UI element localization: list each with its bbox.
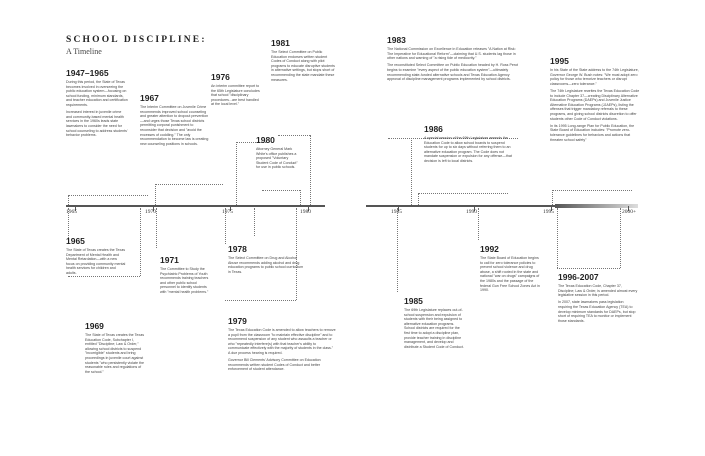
event-1965: [66, 236, 126, 278]
event-text: During this period, the State of Texas becomes involved in overseeing the public education system—focusing on school funding, minimum standards, and teacher education and certification requirements. Increased interest in juvenile crime and community-based mental health services in the 1960s leads state lawmakers to consider the need for school counseling to address students' behavior problems.: [66, 80, 128, 138]
event-text: The State of Texas creates the Texas Department of Mental Health and Mental Retardation—with a new focus on providing community mental health services for children and adults.: [66, 248, 126, 275]
event-text: Attorney General Mark White's office publishes a proposed "Voluntary Student Code of Conduct" for use in public schools.: [256, 147, 298, 170]
event-text: The Select Committee on Public Education endorses written student Codes of Conduct along with pilot programs to educate disruptive students in alternative settings, but stops short of recommending the state mandate these measures.: [271, 50, 335, 82]
connector: [557, 208, 558, 268]
connector: [552, 190, 553, 205]
event-text: An interim committee report to the 65th Legislature concludes that school "disciplinary procedures...are best handled at the local level.": [211, 84, 260, 107]
event-1976: [211, 72, 261, 110]
event-year: 1986: [424, 124, 443, 134]
connector: [68, 195, 69, 205]
event-text: The 69th Legislature replaces out-of-school suspension and expulsion of students with their being assigned to alternative education programs. School districts are required for the first time to adopt a discipline plan, provide teacher training in discipline management, and develop and distribute a Student Code of Conduct.: [404, 308, 464, 349]
connector: [254, 208, 255, 236]
event-year: 1965: [66, 236, 85, 246]
connector: [155, 184, 156, 205]
connector: [418, 193, 419, 205]
connector: [225, 300, 296, 301]
event-text: The National Commission on Excellence in Education releases "A Nation at Risk: The Imperative for Educational Reform"—claiming that U.S. students lag those in other nations and warning of "a rising tide of mediocrity." The reconstituted Select Committee on Public Education headed by H. Ross Perot begins to examine "every aspect of the public education system"—ultimately recommending state-funded alternative schools and Texas Education Agency approval of discipline management programs implemented by school districts.: [387, 47, 519, 82]
connector: [620, 208, 621, 268]
event-1985: [404, 296, 466, 352]
event-year: 1985: [404, 296, 423, 306]
event-text: The Interim Committee on Juvenile Crime recommends improved school counseling and greater attention to dropout prevention—and urges those Texas school districts permitting corporal punishment to reconsider that decision and "avoid the excesses of coddling." The only recommendation to become law is creating new counseling positions in schools.: [140, 105, 209, 146]
event-text: A special session of the 69th Legislature amends the Education Code to allow school boards to suspend students for up to six days without referring them to an alternative education program. The Code does not mandate suspension or expulsion for any offense—that decision is left to local districts.: [424, 136, 512, 163]
timeline-axis-left: [66, 205, 325, 207]
timeline-axis-fade: [555, 204, 638, 208]
event-year: 1971: [160, 255, 179, 265]
connector: [236, 142, 237, 205]
event-1981: [271, 38, 335, 85]
event-year: 1967: [140, 93, 159, 103]
connector: [397, 208, 398, 292]
event-1996: [558, 272, 638, 326]
event-text: The State Board of Education begins to call for zero tolerance policies to prevent school violence and drug abuse, a shift rooted in the state and national "war on drugs" campaigns of the 1980s and the passage of the federal Gun Free School Zones Act in 1990.: [480, 256, 540, 293]
axis-label-1970: 1970: [145, 209, 156, 215]
event-1995: [550, 56, 642, 145]
event-1980: [256, 135, 300, 173]
event-text: The Committee to Study the Psychiatric Problems of Youth recommends training teachers and other public school personnel to identify students with "mental health problems.": [160, 267, 209, 294]
connector: [418, 193, 508, 194]
connector: [140, 208, 141, 276]
event-year: 1979: [228, 316, 247, 326]
event-year: 1995: [550, 56, 569, 66]
event-year: 1992: [480, 244, 499, 254]
event-text: The Select Committee on Drug and Alcohol Abuse recommends adding alcohol and drug education programs to public school curriculum in Texas.: [228, 256, 304, 274]
event-year: 1947–1965: [66, 68, 109, 78]
event-1983: [387, 35, 519, 84]
timeline-title: SCHOOL DISCIPLINE:: [66, 35, 207, 45]
connector: [68, 195, 148, 196]
event-year: 1996-2007: [558, 272, 599, 282]
axis-label-1975: 1975: [222, 209, 233, 215]
connector: [68, 208, 69, 238]
event-text: The Texas Education Code is amended to allow teachers to remove a pupil from the classroom "to maintain effective discipline" and to recommend suspension of any student who assaults a teacher or who "repeatedly interfere(s) with that teacher's ability to communicate effectively with the majority of students in the class." A due process hearing is required. Governor Bill Clements' Advisory Committee on Education recommends written student Codes of Conduct and better enforcement of student attendance.: [228, 328, 336, 372]
axis-label-1980: 1980: [300, 209, 311, 215]
connector: [557, 268, 620, 269]
axis-label-1965: 1965: [66, 209, 77, 215]
event-1978: [228, 244, 306, 277]
event-year: 1983: [387, 35, 406, 45]
axis-label-1985: 1985: [391, 209, 402, 215]
event-1986: [424, 124, 516, 166]
event-year: 1978: [228, 244, 247, 254]
event-year: 1976: [211, 72, 230, 82]
event-year: 1969: [85, 321, 104, 331]
event-1969: [85, 321, 145, 377]
event-1971: [160, 255, 212, 297]
connector: [262, 190, 300, 191]
connector: [478, 208, 479, 240]
connector: [300, 190, 301, 205]
axis-label-1995: 1995: [543, 209, 554, 215]
event-1967: [140, 93, 210, 149]
event-year: 1980: [256, 135, 275, 145]
connector: [155, 184, 223, 185]
timeline-subtitle: A Timeline: [66, 47, 102, 56]
event-1992: [480, 244, 542, 295]
event-year: 1981: [271, 38, 290, 48]
connector: [411, 138, 412, 205]
event-text: In his State of the State address to the 74th Legislature, Governor George W. Bush notes: "We must adopt zero policy for those who terrorize teachers or disrupt classrooms—zero tolerance." The 74th Legislature rewrites the Texas Education Code to include Chapter 37—creating Disciplinary Alternative Education Programs (DAEPs) and Juvenile Justice Alternative Education Programs (JJAEPs), listing the offenses that trigger mandatory referrals to these programs, and giving school districts discretion to offer students other Code of Conduct violations. In its 1995 Long-range Plan for Public Education, the State Board of Education includes: "Promote zero-tolerance guidelines for behaviors and actions that threaten school safety": [550, 68, 640, 142]
connector: [225, 208, 226, 244]
connector: [156, 208, 157, 248]
event-1979: [228, 316, 336, 375]
event-text: The State of Texas creates the Texas Education Code, Subchapter I, entitled "Discipline; Law & Order," allowing school districts to suspend "incorrigible" students and bring proceedings in juvenile court against students "who persistently violate the reasonable rules and regulations of the school.": [85, 333, 145, 374]
axis-label-1990: 1990: [466, 209, 477, 215]
event-1947: [66, 68, 128, 140]
axis-label-2000: 2000+: [622, 209, 637, 215]
connector: [552, 190, 632, 191]
connector: [310, 135, 311, 205]
event-text: The Texas Education Code, Chapter 37, Discipline; Law & Order, is amended almost every legislative session in this period. In 2007, state lawmakers pass legislation requiring the Texas Education Agency (TEA) to develop minimum standards for DAEPs, but stop short of requiring TEA to monitor or implement those standards.: [558, 284, 638, 323]
